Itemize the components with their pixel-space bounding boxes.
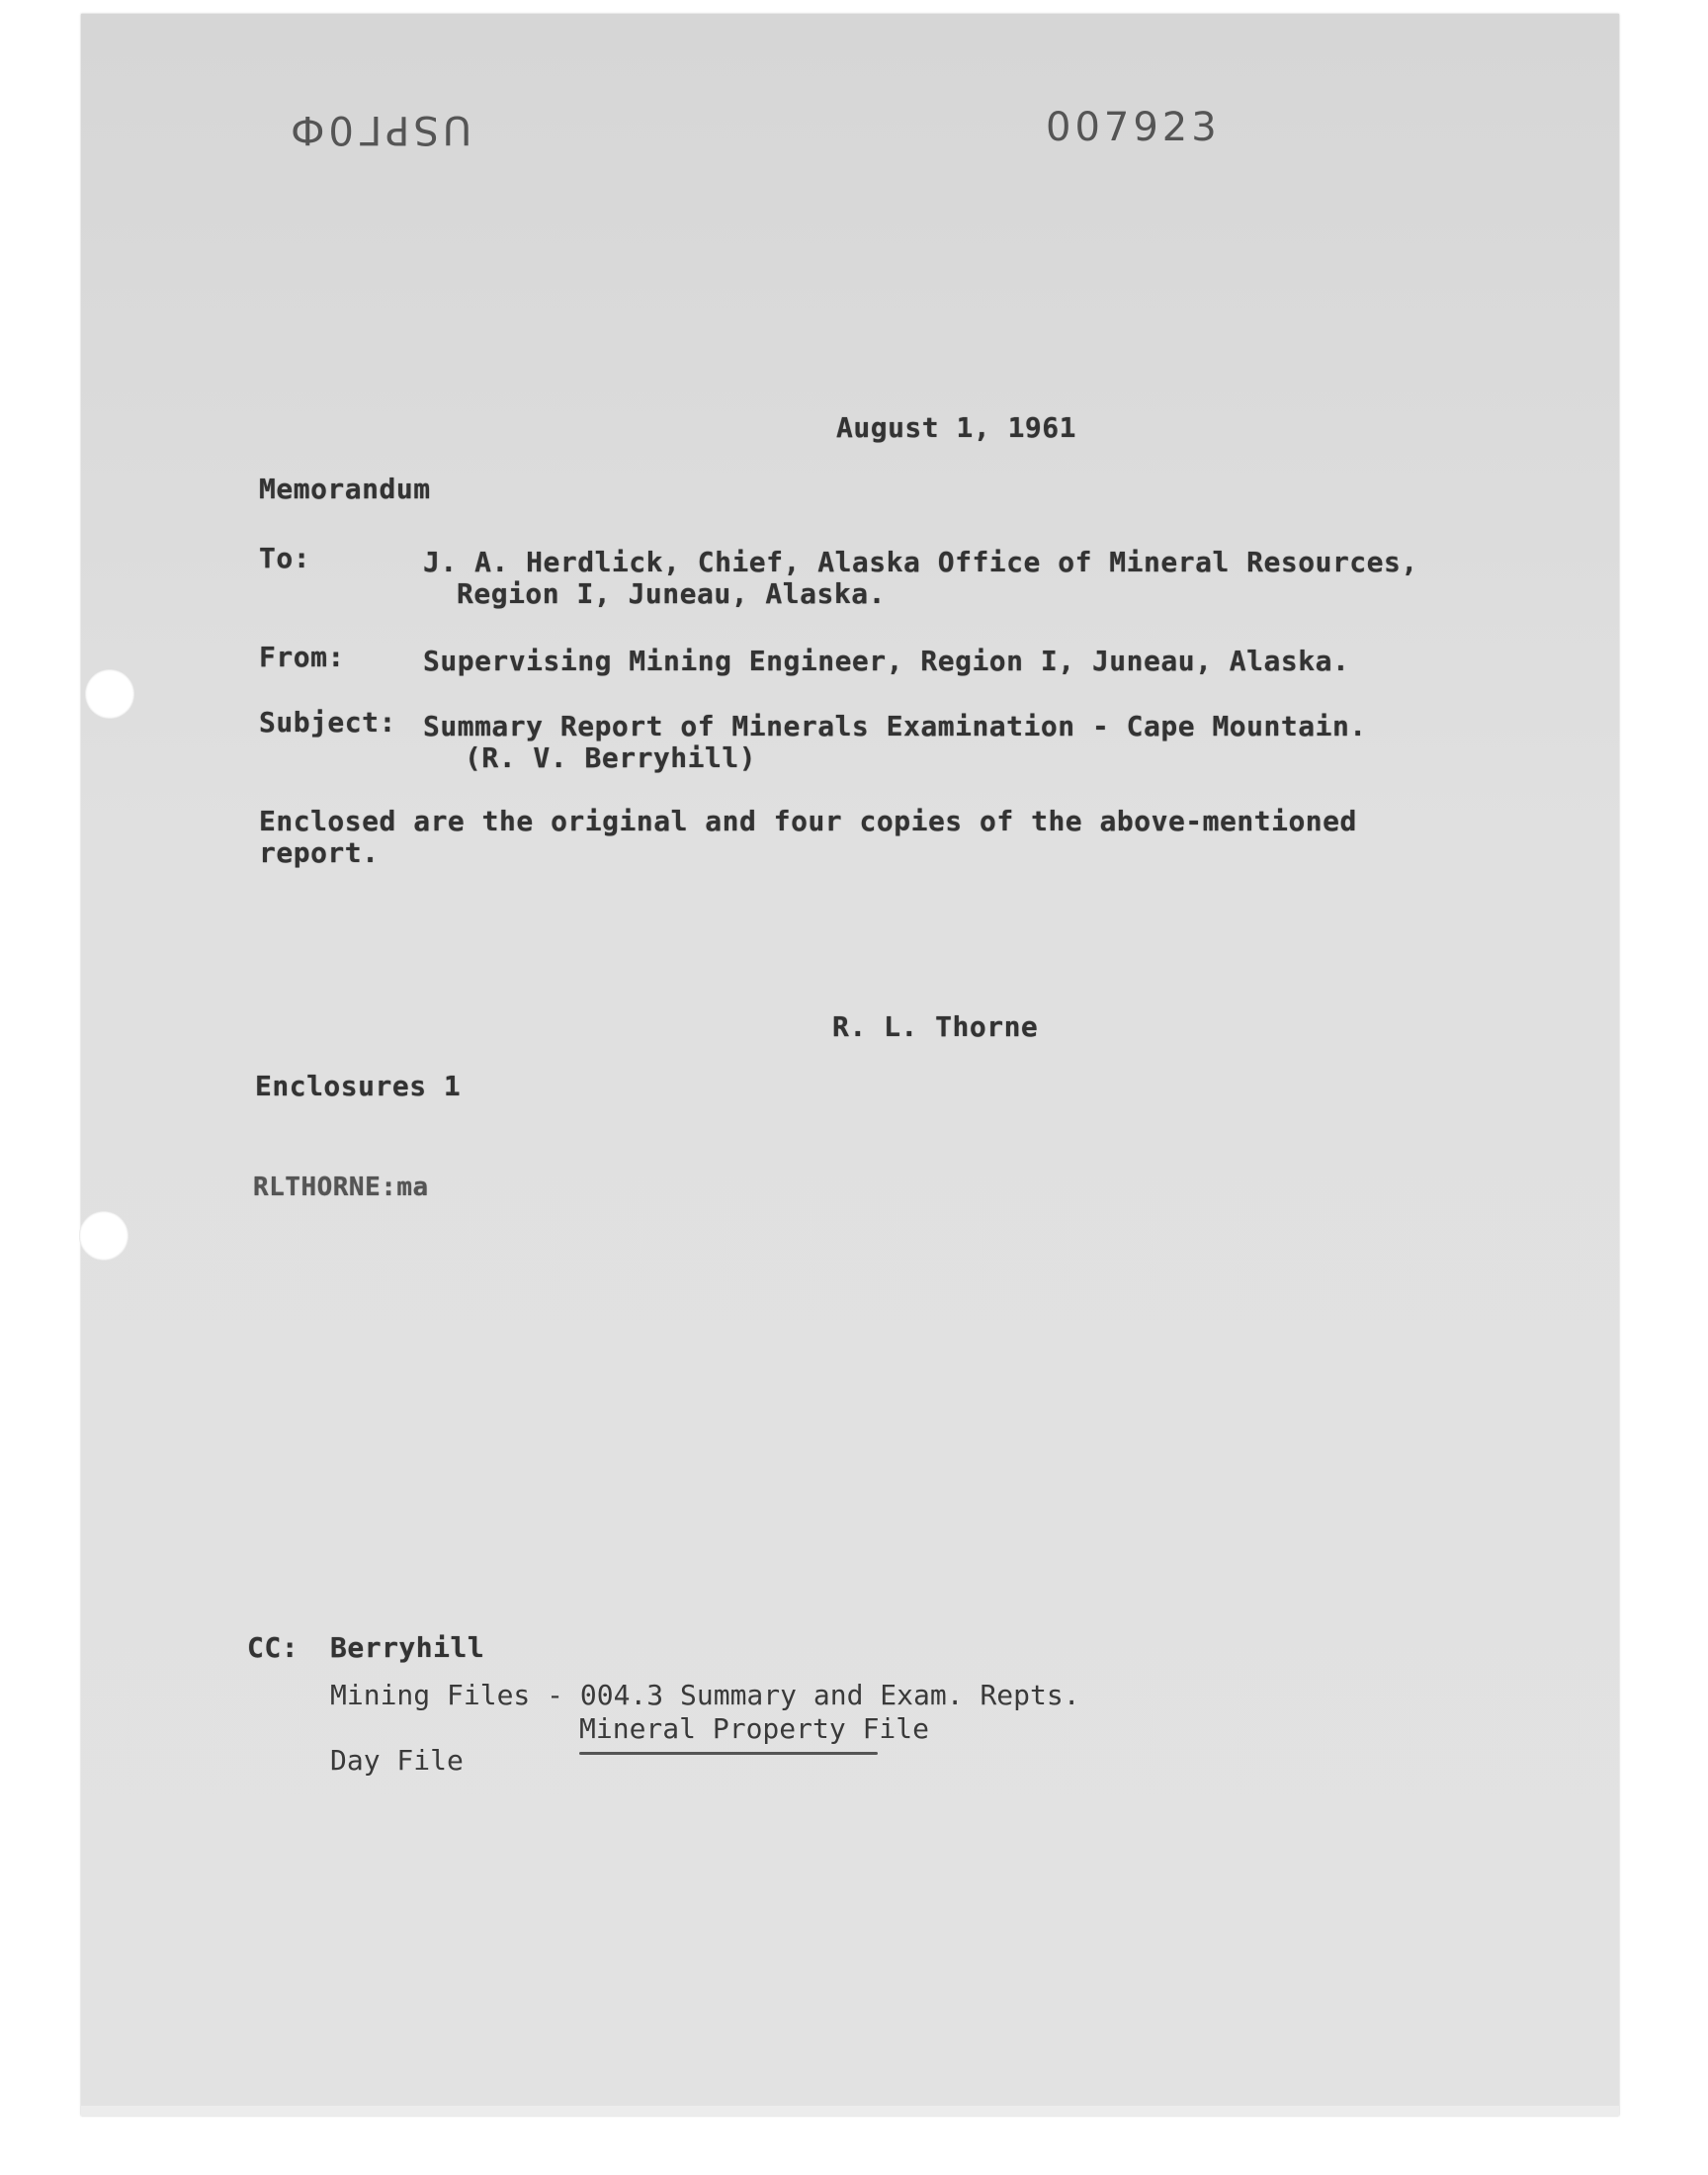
handwritten-stamp-left: USPГ0Ф xyxy=(287,107,472,152)
document-page xyxy=(81,14,1619,2116)
subject-line-2: (R. V. Berryhill) xyxy=(465,741,757,774)
handwritten-stamp-right: 007923 xyxy=(1046,105,1221,150)
subject-line-1: Summary Report of Minerals Examination - Cape Mountain. xyxy=(423,710,1367,742)
subject-label: Subject: xyxy=(259,706,396,739)
cc-line-2: Mining Files - 004.3 Summary and Exam. Repts. xyxy=(330,1679,1080,1711)
punch-hole xyxy=(79,1211,128,1261)
from-label: From: xyxy=(259,641,345,673)
handwritten-underline xyxy=(579,1752,878,1755)
punch-hole xyxy=(85,669,134,719)
typist-initials: RLTHORNE:ma xyxy=(253,1173,429,1202)
body-line-1: Enclosed are the original and four copies of the above-mentioned xyxy=(259,805,1357,837)
to-line-1: J. A. Herdlick, Chief, Alaska Office of Mineral Resources, xyxy=(423,546,1418,578)
body-line-2: report. xyxy=(259,836,380,869)
memo-type: Memorandum xyxy=(259,473,431,505)
page-bottom-edge xyxy=(81,2106,1619,2116)
memo-date: August 1, 1961 xyxy=(836,411,1077,444)
enclosures: Enclosures 1 xyxy=(255,1070,462,1102)
cc-label: CC: xyxy=(247,1631,299,1664)
signature: R. L. Thorne xyxy=(832,1010,1039,1043)
from-value: Supervising Mining Engineer, Region I, Juneau, Alaska. xyxy=(423,645,1350,677)
cc-line-3: Mineral Property File xyxy=(579,1712,930,1745)
cc-line-4: Day File xyxy=(330,1744,464,1777)
to-line-2: Region I, Juneau, Alaska. xyxy=(457,577,886,610)
cc-line-1: Berryhill xyxy=(330,1631,485,1664)
to-label: To: xyxy=(259,542,311,574)
